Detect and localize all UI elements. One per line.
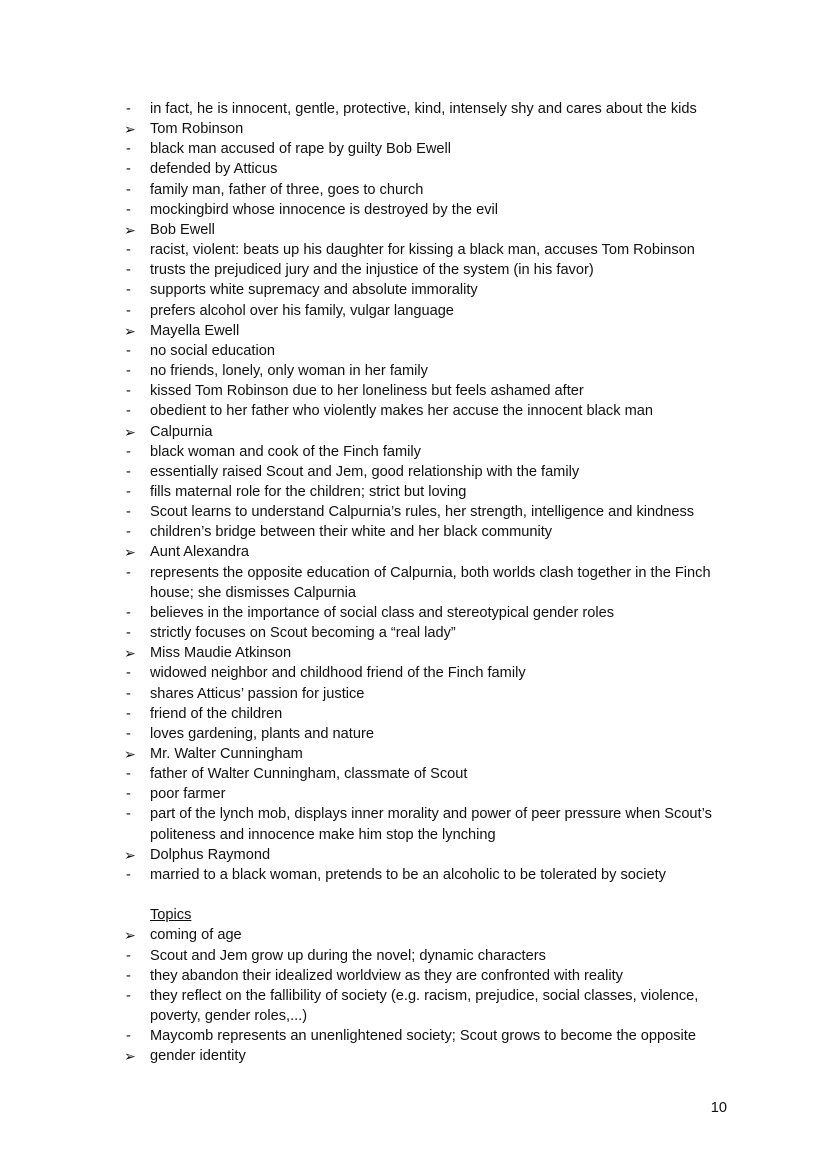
list-item [124,704,724,724]
list-item-text: gender identity [150,1048,246,1065]
list-heading-item [124,744,724,764]
list-item [124,99,724,119]
dash-bullet-icon: - [126,625,131,642]
list-item [124,139,724,159]
list-item [124,462,724,482]
dash-bullet-icon: - [126,1028,131,1045]
dash-bullet-icon: - [126,685,131,702]
list-item-text: fills maternal role for the children; strict but loving [150,483,467,500]
dash-bullet-icon: - [126,967,131,984]
dash-bullet-icon: - [126,201,131,218]
arrow-bullet-icon: ➢ [124,1048,136,1065]
list-item [124,603,724,623]
list-item-text: in fact, he is innocent, gentle, protective, kind, intensely shy and cares about the kids [150,101,697,117]
arrow-bullet-icon: ➢ [124,221,136,238]
dash-bullet-icon: - [126,524,131,541]
list-item [124,724,724,744]
list-item [124,200,724,220]
list-item-text: Calpurnia [150,423,213,440]
list-item-text: loves gardening, plants and nature [150,725,374,742]
list-item-text: mockingbird whose innocence is destroyed by the evil [150,201,499,218]
dash-bullet-icon: - [126,383,131,400]
arrow-bullet-icon: ➢ [124,322,136,339]
list-item [124,502,724,522]
topics-heading: Topics [150,907,192,924]
dash-bullet-icon: - [126,866,131,883]
list-item-text: they reflect on the fallibility of society (e.g. racism, prejudice, social classes, violence, poverty, gender roles,...) [150,987,699,1025]
dash-bullet-icon: - [126,161,131,178]
list-item-text: father of Walter Cunningham, classmate of Scout [150,766,468,783]
list-item-text: poor farmer [150,786,226,803]
dash-bullet-icon: - [126,282,131,299]
dash-bullet-icon: - [126,403,131,420]
list-heading-item [124,119,724,139]
list-heading-item [124,643,724,663]
list-heading-item [124,321,724,341]
list-item-text: Dolphus Raymond [150,846,271,863]
list-item-text: they abandon their idealized worldview as they are confronted with reality [150,967,623,984]
dash-bullet-icon: - [126,947,131,964]
list-item [124,341,724,361]
list-item [124,180,724,200]
list-item-text: Maycomb represents an unenlightened society; Scout grows to become the opposite [150,1028,696,1045]
list-heading-item [124,220,724,240]
dash-bullet-icon: - [126,302,131,319]
list-item [124,482,724,502]
dash-bullet-icon: - [126,101,131,117]
dash-bullet-icon: - [126,786,131,803]
arrow-bullet-icon: ➢ [124,121,136,138]
list-item-text: no friends, lonely, only woman in her family [150,363,428,380]
list-item-text: Bob Ewell [150,221,215,238]
dash-bullet-icon: - [126,141,131,158]
list-item-text: defended by Atticus [150,161,278,178]
list-item-text: kissed Tom Robinson due to her loneliness but feels ashamed after [150,383,584,400]
list-item [124,260,724,280]
list-item [124,381,724,401]
list-item-text: part of the lynch mob, displays inner morality and power of peer pressure when Scout’s politeness and innocence make him stop the lynching [150,806,712,843]
list-heading-item [124,422,724,442]
topics-list [124,925,724,1066]
list-item-text: coming of age [150,927,242,944]
dash-bullet-icon: - [126,181,131,198]
list-item-text: obedient to her father who violently makes her accuse the innocent black man [150,403,653,420]
list-item [124,159,724,179]
dash-bullet-icon: - [126,443,131,460]
dash-bullet-icon: - [126,504,131,521]
list-item [124,623,724,643]
dash-bullet-icon: - [126,705,131,722]
list-item-text: family man, father of three, goes to church [150,181,424,198]
dash-bullet-icon: - [126,604,131,621]
dash-bullet-icon: - [126,483,131,500]
arrow-bullet-icon: ➢ [124,423,136,440]
dash-bullet-icon: - [126,363,131,380]
list-item-text: shares Atticus’ passion for justice [150,685,365,702]
list-item-text: widowed neighbor and childhood friend of the Finch family [150,665,526,682]
list-item-text: black woman and cook of the Finch family [150,443,421,460]
list-item [124,442,724,462]
list-item [124,663,724,683]
list-item [124,401,724,421]
list-item [124,946,724,966]
list-item-text: black man accused of rape by guilty Bob Ewell [150,141,451,158]
list-item-text: Tom Robinson [150,121,244,138]
dash-bullet-icon: - [126,725,131,742]
dash-bullet-icon: - [126,242,131,259]
list-item-text: represents the opposite education of Calpurnia, both worlds clash together in the Finch house; she dismisses Calpurnia [150,564,711,601]
list-item-text: Scout learns to understand Calpurnia’s rules, her strength, intelligence and kindness [150,504,695,521]
character-notes-list [124,99,724,885]
list-item [124,865,724,885]
list-item [124,784,724,804]
dash-bullet-icon: - [126,564,131,581]
list-heading-item [124,542,724,562]
dash-bullet-icon: - [126,665,131,682]
list-item-text: supports white supremacy and absolute immorality [150,282,478,299]
dash-bullet-icon: - [126,463,131,480]
arrow-bullet-icon: ➢ [124,746,136,762]
list-item-text: Scout and Jem grow up during the novel; dynamic characters [150,947,546,964]
list-item [124,684,724,704]
list-item [124,804,724,844]
list-item-text: racist, violent: beats up his daughter for kissing a black man, accuses Tom Robinson [150,242,695,259]
list-item [124,361,724,381]
list-item-text: no social education [150,342,275,359]
list-item [124,1026,724,1046]
list-item-text: prefers alcohol over his family, vulgar language [150,302,454,319]
list-item [124,280,724,300]
list-item-text: trusts the prejudiced jury and the injustice of the system (in his favor) [150,262,594,279]
dash-bullet-icon: - [126,766,131,783]
arrow-bullet-icon: ➢ [124,544,136,561]
list-item-text: friend of the children [150,705,283,722]
list-heading-item [124,845,724,865]
list-item [124,240,724,260]
dash-bullet-icon: - [126,262,131,279]
list-item [124,522,724,542]
list-heading-item [124,1046,724,1066]
paragraph-spacer [124,885,724,905]
list-item-text: Miss Maudie Atkinson [150,645,292,662]
list-item [124,986,724,1026]
arrow-bullet-icon: ➢ [124,927,136,944]
page-number: 10 [710,1100,727,1116]
arrow-bullet-icon: ➢ [124,645,136,662]
list-item [124,563,724,603]
list-item-text: strictly focuses on Scout becoming a “real lady” [150,625,456,642]
document-body [124,99,724,1066]
list-item [124,301,724,321]
list-item-text: Aunt Alexandra [150,544,249,561]
list-item [124,966,724,986]
list-item-text: Mr. Walter Cunningham [150,746,303,762]
dash-bullet-icon: - [126,342,131,359]
list-item-text: children’s bridge between their white and her black community [150,524,553,541]
dash-bullet-icon: - [126,987,131,1004]
list-item-text: married to a black woman, pretends to be an alcoholic to be tolerated by society [150,866,666,883]
list-item-text: essentially raised Scout and Jem, good relationship with the family [150,463,580,480]
list-item [124,764,724,784]
arrow-bullet-icon: ➢ [124,846,136,863]
list-item-text: believes in the importance of social class and stereotypical gender roles [150,604,615,621]
list-item-text: Mayella Ewell [150,322,240,339]
dash-bullet-icon: - [126,806,131,823]
list-heading-item [124,925,724,945]
